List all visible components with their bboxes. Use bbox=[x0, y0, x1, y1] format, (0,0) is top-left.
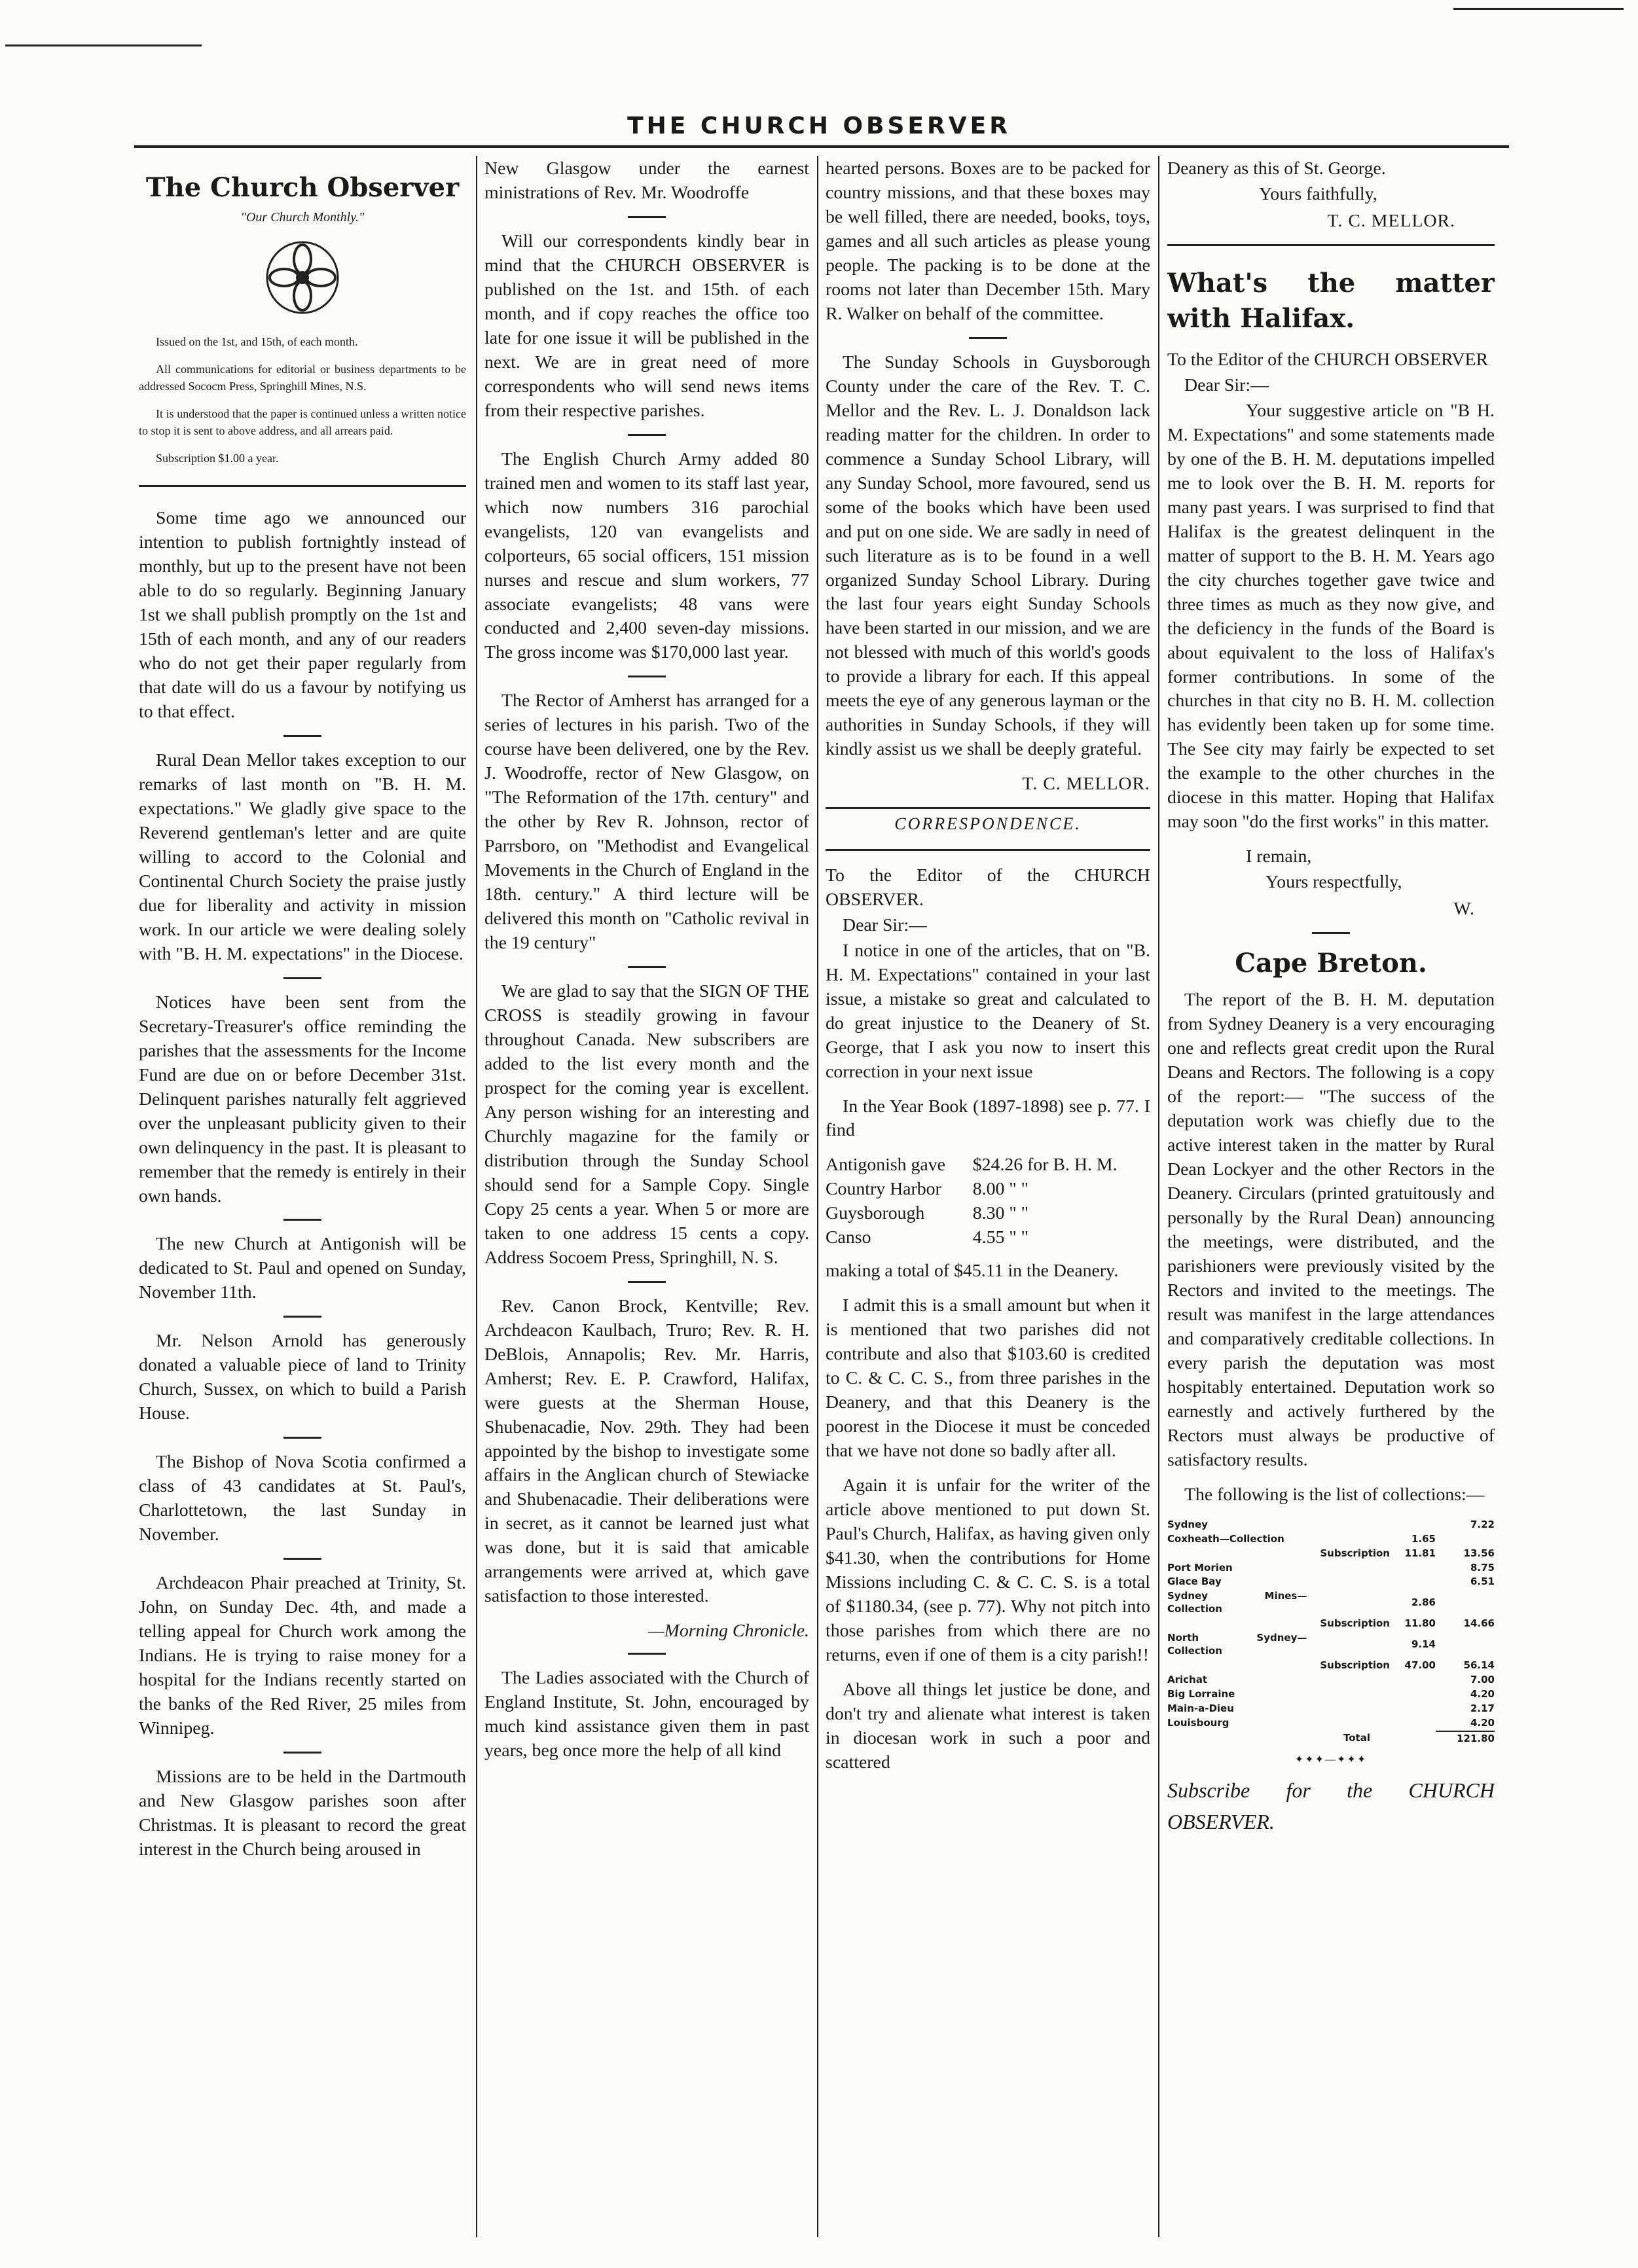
table-row bbox=[1167, 1617, 1495, 1631]
collection-kind bbox=[1307, 1575, 1390, 1589]
collection-sub-amount bbox=[1390, 1687, 1436, 1702]
collection-sub-amount: 2.86 bbox=[1411, 1596, 1436, 1609]
correspondence-heading: CORRESPONDENCE. bbox=[894, 814, 1082, 834]
collection-kind bbox=[1307, 1518, 1390, 1532]
article-missions: Missions are to be held in the Dartmouth and New Glasgow parishes soon after Christmas. It is pleasant to record the great interest in the Church being aroused in bbox=[139, 1766, 466, 1860]
column-3 bbox=[826, 157, 1150, 2232]
separator bbox=[628, 434, 666, 436]
article-notices: Notices have been sent from the Secretary-Treasurer's office reminding the parishes that the assessments for the Income Fund are due on or before December 31st. Delinquent parishes naturally felt aggrieved over the unpleasant publicity given to their own delinquency in the past. It is pleasant to remember that the remedy is entirely in their own hands. bbox=[139, 992, 466, 1206]
letter-body-4: I admit this is a small amount but when it is mentioned that two parishes did not contribute and also that $103.60 is credited to C. & C. C. S., from three parishes in the Deanery, and that this Deanery is the poorest in the Diocese it must be conceded that we have not done so badly after all. bbox=[826, 1295, 1150, 1462]
table-row bbox=[1167, 1673, 1495, 1687]
collection-place: Louisbourg bbox=[1167, 1717, 1229, 1729]
table-row bbox=[1167, 1716, 1495, 1731]
collections-table-body bbox=[1167, 1518, 1495, 1746]
collection-sub-amount bbox=[1390, 1575, 1436, 1589]
masthead-rule bbox=[134, 145, 1509, 148]
table-cell-place: Country Harbor bbox=[826, 1179, 941, 1200]
total-amount: 121.80 bbox=[1436, 1731, 1495, 1746]
letter-valediction: Yours faithfully, bbox=[1259, 183, 1377, 204]
letter-addressee: To the Editor of the CHURCH OBSERVER. bbox=[826, 865, 1150, 910]
collection-place: Main-a-Dieu bbox=[1167, 1702, 1234, 1714]
separator bbox=[283, 735, 321, 737]
article-fortnightly: Some time ago we announced our intention to publish fortnightly instead of monthly, but up to the present have not been able to do so regularly. Beginning January 1st we shall publish promptly on the 1st and 15th of each month, and any of our readers who do not get their paper regularly from that date will do us a favour by notifying us to that effect. bbox=[139, 508, 466, 723]
collection-place: North Sydney—Collection bbox=[1167, 1632, 1307, 1657]
collection-amount: 4.20 bbox=[1470, 1687, 1495, 1700]
collection-sub-amount bbox=[1390, 1561, 1436, 1575]
collection-kind bbox=[1307, 1561, 1390, 1575]
rose-emblem-icon bbox=[139, 238, 466, 324]
collection-kind: Subscription bbox=[1320, 1659, 1390, 1672]
banner-title: The Church Observer bbox=[145, 172, 460, 203]
letter-body-3: making a total of $45.11 in the Deanery. bbox=[826, 1261, 1119, 1282]
collection-kind bbox=[1307, 1631, 1390, 1659]
separator bbox=[628, 216, 666, 218]
top-rule-left bbox=[5, 45, 202, 46]
article-credit: —Morning Chronicle. bbox=[647, 1621, 809, 1642]
table-cell-place: Guysborough bbox=[826, 1203, 925, 1224]
table-row bbox=[826, 1178, 1150, 1202]
article-continued: New Glasgow under the earnest ministrations of Rev. Mr. Woodroffe bbox=[484, 158, 809, 203]
total-label: Total bbox=[1343, 1732, 1370, 1744]
article-nelson-arnold: Mr. Nelson Arnold has generously donated a valuable piece of land to Trinity Church, Sussex, on which to build a Parish House. bbox=[139, 1331, 466, 1424]
banner-motto: "Our Church Monthly." bbox=[240, 210, 365, 225]
collection-place bbox=[1167, 1617, 1307, 1631]
collection-kind bbox=[1307, 1702, 1390, 1716]
collection-place: Port Morien bbox=[1167, 1561, 1233, 1574]
signature-mellor: T. C. MELLOR. bbox=[1022, 774, 1150, 795]
separator bbox=[283, 977, 321, 979]
article-boxes: hearted persons. Boxes are to be packed for country missions, and that these boxes may be well filled, there are needed, books, toys, games and all such articles as please young people. The packing is to be done at the rooms not later than December 15th. Mary R. Walker on behalf of the committee. bbox=[826, 158, 1150, 324]
letter-salutation: Dear Sir:— bbox=[843, 914, 927, 935]
heading-halifax: What's the matter with Halifax. bbox=[1167, 267, 1495, 334]
collection-amount: 6.51 bbox=[1470, 1575, 1495, 1588]
collection-amount: 7.22 bbox=[1470, 1518, 1495, 1530]
article-archdeacon-phair: Archdeacon Phair preached at Trinity, St. John, on Sunday Dec. 4th, and made a telling appeal for Church work among the Indians. He is trying to raise money for a hospital for the Indians recently started on the banks of the Red River, 25 miles from Winnipeg. bbox=[139, 1573, 466, 1738]
signature-w: W. bbox=[1453, 899, 1475, 920]
subscribe-notice: Subscribe for the CHURCH OBSERVER. bbox=[1167, 1778, 1495, 1833]
table-cell-amount: 4.55 " " bbox=[972, 1227, 1028, 1248]
column-divider-3 bbox=[1158, 156, 1159, 2237]
letter-closing-line: Deanery as this of St. George. bbox=[1167, 158, 1386, 179]
table-row bbox=[1167, 1518, 1495, 1532]
table-row bbox=[826, 1153, 1150, 1178]
letter-yours-respectfully: Yours respectfully, bbox=[1265, 872, 1402, 893]
separator bbox=[1312, 932, 1350, 934]
letter-body-2: In the Year Book (1897-1898) see p. 77. I find bbox=[826, 1096, 1150, 1141]
article-rural-dean: Rural Dean Mellor takes exception to our remarks of last month on "B. H. M. expectations." We gladly give space to the Reverend gentleman's letter and are quite willing to accord to the Colonial and Continental Church Society the praise justly due for liberality and activity in mission work. In our article we were dealing solely with "B. H. M. expectations" in the Diocese. bbox=[139, 750, 466, 964]
article-sunday-schools: The Sunday Schools in Guysborough County under the care of the Rev. T. C. Mellor and the Rev. L. J. Donaldson lack reading matter for the children. In order to commence a Sunday School Library, will any Sunday School, more favoured, send us some of the books which have been used and put on one side. We are sadly in need of such literature as is to be found in a well organized Sunday School Library. During the last four years eight Sunday Schools have been started in our mission, and we are not blessed with much of this world's goods to provide a library for each. If this appeal meets the eye of any generous layman or the authorities in Sunday Schools, if they will kindly assist us we shall be deeply grateful. bbox=[826, 351, 1150, 760]
collection-amount bbox=[1436, 1532, 1495, 1547]
collection-place bbox=[1167, 1547, 1307, 1561]
collection-amount bbox=[1436, 1589, 1495, 1617]
collection-place: Glace Bay bbox=[1167, 1575, 1222, 1588]
banner-notice-issued: Issued on the 1st, and 15th, of each month. bbox=[156, 334, 358, 348]
separator bbox=[283, 1437, 321, 1439]
separator bbox=[283, 1752, 321, 1754]
table-cell-place: Canso bbox=[826, 1227, 871, 1248]
collection-sub-amount bbox=[1390, 1673, 1436, 1687]
collection-sub-amount: 11.80 bbox=[1404, 1617, 1436, 1630]
table-row bbox=[1167, 1631, 1495, 1659]
collection-place: Sydney Mines—Collection bbox=[1167, 1590, 1307, 1615]
collection-place bbox=[1167, 1659, 1307, 1673]
letter-halifax-body: Your suggestive article on "B H. M. Expectations" and some statements made by one of the B. H. M. deputations impelled me to look over the B. H. M. reports for many past years. I was surprised to find that Halifax is the greatest delinquent in the matter of support to the B. H. M. Years ago the city churches together gave twice and three times as much as they now give, and the deficiency in the funds of the Board is about equivalent to the loss of Halifax's former contributions. In some of the churches in that city no B. H. M. collection has evidently been taken up for some time. The See city may fairly be expected to set the example to the other churches in the diocese in this matter. Hoping that Halifax may soon "do the first works" in this matter. bbox=[1167, 400, 1495, 833]
letter-salutation: Dear Sir:— bbox=[1184, 374, 1269, 395]
table-row bbox=[1167, 1547, 1495, 1561]
letter-body-6: Above all things let justice be done, and don't try and alienate what interest is taken in diocesan work in such a poor and scattered bbox=[826, 1679, 1150, 1773]
banner-notice-continued: It is understood that the paper is continued unless a written notice to stop it is sent to above address, and all arrears paid. bbox=[139, 407, 466, 438]
collection-sub-amount bbox=[1390, 1518, 1436, 1532]
top-rule-right bbox=[1453, 8, 1624, 10]
article-church-army: The English Church Army added 80 trained men and women to its staff last year, which now numbers 316 parochial evangelists, 120 van evangelists and colporteurs, 65 social officers, 151 mission nurses and rescue and slum workers, 77 associate evangelists; 48 vans were conducted and 2,400 seven-day missions. The gross income was $170,000 last year. bbox=[484, 448, 809, 663]
collection-amount bbox=[1436, 1631, 1495, 1659]
letter-body-1: I notice in one of the articles, that on "B. H. M. Expectations" contained in your last issue, a mistake so great and calculated to do great injustice to the Deanery of St. George, that I ask you now to insert this correction in your next issue bbox=[826, 940, 1150, 1082]
table-row bbox=[1167, 1702, 1495, 1716]
collection-sub-amount bbox=[1390, 1716, 1436, 1731]
column-2 bbox=[484, 157, 809, 2232]
section-rule bbox=[826, 807, 1150, 809]
table-row bbox=[1167, 1589, 1495, 1617]
letter-body-5: Again it is unfair for the writer of the article above mentioned to put down St. Paul's Church, Halifax, as having given only $41.30, when the contributions for Home Missions including C. & C. C. S. is a total of $1180.34, (see p. 77). Why not pitch into those parishes from which there are no returns, even if one of them is a city parish!! bbox=[826, 1475, 1150, 1665]
section-rule bbox=[1167, 244, 1495, 246]
separator bbox=[283, 1558, 321, 1560]
column-1 bbox=[139, 157, 466, 2232]
collection-amount: 14.66 bbox=[1463, 1617, 1495, 1630]
heading-cape-breton: Cape Breton. bbox=[1235, 948, 1427, 979]
table-cell-amount: $24.26 for B. H. M. bbox=[972, 1155, 1118, 1176]
article-bishop: The Bishop of Nova Scotia confirmed a class of 43 candidates at St. Paul's, Charlottetown, the last Sunday in November. bbox=[139, 1452, 466, 1545]
separator bbox=[628, 966, 666, 968]
collection-sub-amount: 9.14 bbox=[1411, 1638, 1436, 1651]
separator bbox=[969, 337, 1007, 339]
table-cell-amount: 8.00 " " bbox=[972, 1179, 1028, 1200]
collection-kind bbox=[1307, 1532, 1390, 1547]
article-sign-of-cross: We are glad to say that the SIGN OF THE CROSS is steadily growing in favour throughout Canada. New subscribers are added to the list every month and the prospect for the coming year is excellent. Any person wishing for an interesting and Churchly magazine for the family or distribution through the Sunday School should send for a Sample Copy. Single Copy 25 cents a year. When 5 or more are taken to one address 15 cents a copy. Address Socoem Press, Springhill, N. S. bbox=[484, 981, 809, 1268]
collection-amount: 56.14 bbox=[1463, 1659, 1495, 1672]
banner-notice-subscription: Subscription $1.00 a year. bbox=[156, 452, 279, 465]
collection-sub-amount bbox=[1390, 1702, 1436, 1716]
section-rule bbox=[826, 849, 1150, 851]
masthead-banner bbox=[139, 170, 466, 487]
collection-amount: 7.00 bbox=[1470, 1674, 1495, 1686]
collection-kind bbox=[1307, 1589, 1390, 1617]
collection-sub-amount: 1.65 bbox=[1411, 1532, 1436, 1545]
article-ladies: The Ladies associated with the Church of England Institute, St. John, encouraged by much kind assistance given them in past years, beg once more the help of all kind bbox=[484, 1668, 809, 1761]
article-antigonish: The new Church at Antigonish will be dedicated to St. Paul and opened on Sunday, November 11th. bbox=[139, 1234, 466, 1303]
collection-place: Coxheath—Collection bbox=[1167, 1532, 1284, 1545]
table-cell-place: Antigonish gave bbox=[826, 1155, 945, 1176]
separator bbox=[283, 1316, 321, 1318]
column-divider-1 bbox=[476, 156, 477, 2237]
collection-amount: 8.75 bbox=[1470, 1561, 1495, 1574]
masthead: THE CHURCH OBSERVER bbox=[627, 113, 1011, 139]
collection-sub-amount: 11.81 bbox=[1404, 1547, 1436, 1559]
letter-remain: I remain, bbox=[1246, 846, 1312, 867]
table-cell-amount: 8.30 " " bbox=[972, 1203, 1028, 1224]
collection-place: Arichat bbox=[1167, 1674, 1208, 1686]
collection-kind: Subscription bbox=[1320, 1547, 1390, 1559]
collections-table bbox=[1167, 1518, 1495, 1746]
letter-addressee: To the Editor of the CHURCH OBSERVER bbox=[1167, 349, 1488, 370]
article-shubenacadie: Rev. Canon Brock, Kentville; Rev. Archdeacon Kaulbach, Truro; Rev. R. H. DeBlois, Annapolis; Rev. Mr. Harris, Amherst; Rev. E. P. Crawford, Halifax, were guests at the Sherman House, Shubenacadie, Nov. 29th. They had been appointed by the bishop to investigate some affairs in the Anglican church of Stewiacke and Shubenacadie. Their deliberations were in secret, as it cannot be learned just what was done, but it is said that amicable arrangements were arrived at, which gave satisfaction to those interested. bbox=[484, 1295, 809, 1607]
article-correspondents: Will our correspondents kindly bear in mind that the CHURCH OBSERVER is published on the 1st. and 15th. of each month, and if copy reaches the office too late for one issue it will be published in the next. We are in great need of more correspondents who will send news items from their respective parishes. bbox=[484, 230, 809, 421]
collection-kind bbox=[1307, 1673, 1390, 1687]
table-row bbox=[1167, 1687, 1495, 1702]
signature-mellor: T. C. MELLOR. bbox=[1327, 210, 1455, 231]
collection-kind: Subscription bbox=[1320, 1617, 1390, 1630]
collection-sub-amount: 47.00 bbox=[1404, 1659, 1436, 1672]
separator bbox=[628, 1281, 666, 1283]
table-row bbox=[1167, 1575, 1495, 1589]
article-cape-breton: The report of the B. H. M. deputation from Sydney Deanery is a very encouraging one and reflects great credit upon the Rural Deans and Rectors. The following is a copy of the report:— "The success of the deputation work was chiefly due to the active interest taken in the matter by Rural Dean Lockyer and the other Rectors in the Deanery. Circulars (printed gratuitously and personally by the Rural Dean) announcing the meetings, were distributed, and the parishioners were previously visited by the Rectors and invited to the meetings. The result was manifest in the large attendances and comparatively creditable collections. In every parish the deputation was most hospitably entertained. Deputation work so earnestly and actively furthered by the Rectors must always be productive of satisfactory results. bbox=[1167, 990, 1495, 1470]
table-total-row bbox=[1167, 1731, 1495, 1746]
collection-place: Big Lorraine bbox=[1167, 1687, 1235, 1700]
collection-amount: 13.56 bbox=[1463, 1547, 1495, 1559]
collection-place: Sydney bbox=[1167, 1518, 1208, 1530]
separator bbox=[283, 1219, 321, 1221]
table-row bbox=[1167, 1532, 1495, 1547]
collection-kind bbox=[1307, 1687, 1390, 1702]
separator bbox=[628, 675, 666, 677]
contributions-table bbox=[826, 1153, 1150, 1250]
banner-notice-communications: All communications for editorial or business departments to be addressed Sococm Press, Springhill Mines, N.S. bbox=[139, 362, 466, 393]
separator bbox=[628, 1653, 666, 1655]
ornament-divider: ✦✦✦—✦✦✦ bbox=[1294, 1754, 1368, 1765]
collection-kind bbox=[1307, 1716, 1390, 1731]
table-row bbox=[1167, 1561, 1495, 1575]
collection-amount: 4.20 bbox=[1470, 1716, 1495, 1729]
collection-amount: 2.17 bbox=[1470, 1702, 1495, 1714]
column-4 bbox=[1167, 157, 1495, 2232]
column-divider-2 bbox=[817, 156, 818, 2237]
article-amherst: The Rector of Amherst has arranged for a series of lectures in his parish. Two of the course have been delivered, one by the Rev. J. Woodroffe, rector of New Glasgow, on "The Reformation of the 17th. century" and the other by Rev R. Johnson, rector of Parrsboro, on "Methodist and Evangelical Movements in the Church of England in the 18th. century." A third lecture will be delivered this month on "Catholic revival in the 19 century" bbox=[484, 691, 809, 954]
table-row bbox=[826, 1202, 1150, 1226]
table-row bbox=[1167, 1659, 1495, 1673]
article-collections-intro: The following is the list of collections:— bbox=[1184, 1484, 1485, 1505]
table-row bbox=[826, 1226, 1150, 1250]
